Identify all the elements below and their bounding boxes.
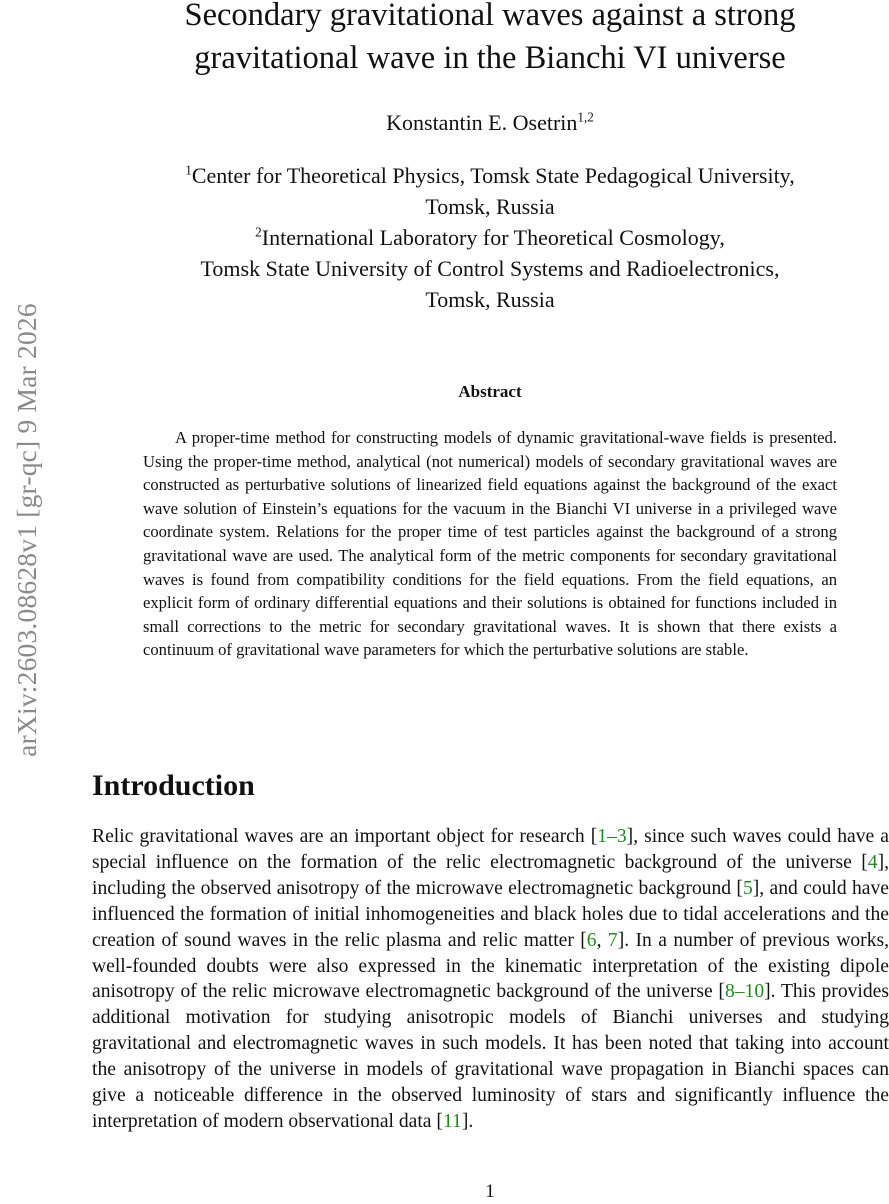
- intro-text: ,: [596, 929, 608, 951]
- arxiv-stamp: [0, 0, 50, 1200]
- intro-text: ], including the observed anisotropy of the microwave electromagnetic background [: [92, 851, 889, 899]
- introduction-paragraph: [92, 824, 889, 1135]
- intro-text: ], since such waves could have a special influence on the formation of the relic electromagnetic background of the universe [: [92, 826, 889, 873]
- affiliations: [90, 160, 889, 315]
- abstract-heading: Abstract: [458, 382, 522, 401]
- affiliation-1-name: Center for Theoretical Physics, Tomsk State Pedagogical University,: [191, 163, 795, 188]
- intro-text: ]. This provides additional motivation for studying anisotropic models of Bianchi universes and studying gravitational and electromagnetic waves in such models. It has been noted that taking into account the anisotropy of the universe in models of gravitational wave propagation in Bianchi spaces can give a noticeable difference in the observed luminosity of stars and significantly influence the interpretation of modern observational data [: [92, 981, 889, 1132]
- citation-link[interactable]: 6: [586, 929, 597, 951]
- page-number: 1: [485, 1181, 495, 1202]
- affiliation-1-mark: 1: [185, 162, 192, 178]
- affiliation-2-city: Tomsk, Russia: [425, 287, 555, 312]
- affiliation-2-name: International Laboratory for Theoretical Cosmology,: [261, 225, 725, 250]
- affiliation-1: [90, 160, 889, 191]
- citation-link[interactable]: 8–10: [724, 981, 765, 1003]
- intro-text: ].: [461, 1110, 474, 1132]
- citation-link[interactable]: 7: [607, 929, 618, 951]
- affiliation-2: [90, 222, 889, 253]
- title-line-1: Secondary gravitational waves against a strong: [184, 0, 796, 33]
- paper-title: [90, 0, 889, 80]
- affiliation-2-mark: 2: [255, 224, 262, 240]
- citation-link[interactable]: 1–3: [597, 826, 627, 847]
- author-name: Konstantin E. Osetrin: [386, 110, 578, 135]
- affiliation-1-city: Tomsk, Russia: [425, 194, 555, 219]
- intro-text: ], and could have influenced the formation of initial inhomogeneities and black holes due to tidal accelerations and the creation of sound waves in the relic plasma and relic matter [: [92, 877, 889, 951]
- author-affiliation-marks: 1,2: [577, 109, 594, 125]
- citation-link[interactable]: 5: [742, 877, 753, 899]
- abstract-text: A proper-time method for constructing models of dynamic gravitational-wave fields is presented. Using the proper-time method, analytical (not numerical) models of secondary gravitational waves are constructed as perturbative solutions of linearized field equations against the background of the exact wave solution of Einstein’s equations for the vacuum in the Bianchi VI universe in a privileged wave coordinate system. Relations for the proper time of test particles against the background of a strong gravitational wave are used. The analytical form of the metric components for secondary gravitational waves is found from compatibility conditions for the field equations. From the field equations, an explicit form of ordinary differential equations and their solutions is obtained for functions included in small corrections to the metric for secondary gravitational waves. It is shown that there exists a continuum of gravitational wave parameters for which the perturbative solutions are stable.: [143, 428, 837, 660]
- intro-text: Relic gravitational waves are an important object for research [: [92, 826, 598, 847]
- intro-text: ]. In a number of previous works, well-founded doubts were also expressed in the kinematic interpretation of the existing dipole anisotropy of the relic microwave electromagnetic background of the universe [: [92, 929, 889, 1003]
- citation-link[interactable]: 11: [442, 1110, 462, 1132]
- affiliation-2-institution: Tomsk State University of Control Systems and Radioelectronics,: [200, 256, 780, 281]
- author-line: [90, 109, 889, 137]
- title-line-2: gravitational wave in the Bianchi VI universe: [194, 40, 786, 76]
- citation-link[interactable]: 4: [867, 851, 878, 873]
- section-title-introduction: Introduction: [92, 769, 255, 802]
- arxiv-identifier: arXiv:2603.08628v1 [gr-qc] 9 Mar 2026: [11, 303, 42, 757]
